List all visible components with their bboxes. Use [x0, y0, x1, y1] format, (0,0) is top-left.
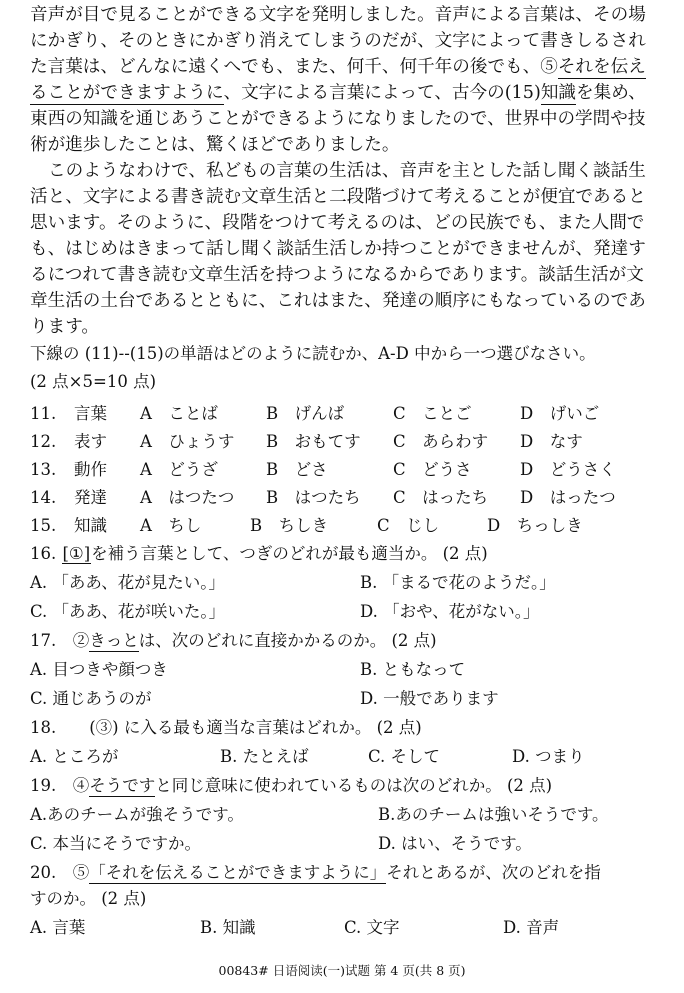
- passage-line-4-text-b: を集め、: [576, 83, 646, 103]
- question-number: 16.: [30, 544, 57, 563]
- question-19-stem: [30, 775, 552, 797]
- para2-line-2: 活と、文字による書き読む文章生活と二段階づけて考えることが便宜であると: [30, 187, 646, 207]
- circled-mark: ②: [72, 631, 90, 650]
- question-text: それとあるが、次のどれを指: [386, 863, 601, 882]
- question-number: 19.: [30, 776, 57, 795]
- option-c[interactable]: C あらわす: [393, 432, 489, 451]
- option-b[interactable]: B どさ: [266, 460, 328, 479]
- option-c[interactable]: C. 本当にそうですか。: [30, 834, 202, 853]
- option-a[interactable]: A ひょうす: [140, 432, 235, 451]
- option-b[interactable]: B おもてす: [266, 432, 361, 451]
- passage-line-2: にかぎり、そのときにかぎり消えてしまうのだが、文字によって書きしるされ: [30, 31, 646, 51]
- option-c[interactable]: C はったち: [393, 488, 489, 507]
- question-number: 14.: [30, 488, 57, 507]
- option-d[interactable]: D. 一般であります: [360, 689, 499, 708]
- para2-line-3: 思います。そのように、段階をつけて考えるのは、どの民族でも、また人間で: [30, 213, 645, 233]
- question-text: は、次のどれに直接かかるのか。 (2 点): [138, 631, 437, 650]
- option-c[interactable]: C ことご: [393, 404, 472, 423]
- option-b[interactable]: B はつたち: [266, 488, 361, 507]
- passage-line-1: 音声が目で見ることができる文字を発明しました。音声による言葉は、その場: [30, 5, 646, 25]
- option-b[interactable]: B. 知識: [200, 918, 256, 937]
- question-word: 発達: [74, 488, 107, 507]
- question-word: 動作: [74, 460, 107, 479]
- page-footer: 00843# 日语阅读(一)试题 第 4 页(共 8 页): [218, 963, 466, 978]
- passage-line-5: 東西の知識を通じあうことができるようになりましたので、世界中の学問や技: [30, 109, 646, 129]
- passage-line-3-text: た言葉は、どんなに遠くへでも、また、何千、何千年の後でも、⑤: [30, 57, 558, 77]
- instruction-text: 下線の (11)--(15)の単語はどのように読むか、A-D 中から一つ選びなさい。: [30, 344, 596, 363]
- question-number: 20.: [30, 863, 57, 882]
- question-20-stem-cont: すのか。 (2 点): [30, 889, 147, 908]
- option-b[interactable]: B. たとえば: [220, 747, 309, 766]
- option-a[interactable]: A. 「ああ、花が見たい。」: [30, 573, 225, 592]
- option-b[interactable]: B げんば: [266, 404, 345, 423]
- option-d[interactable]: D ちっしき: [487, 516, 583, 535]
- option-a[interactable]: A はつたつ: [140, 488, 235, 507]
- option-b[interactable]: B ちしき: [250, 516, 329, 535]
- underlined-phrase-5a: それを伝え: [557, 57, 646, 77]
- option-d[interactable]: D. 音声: [503, 918, 560, 937]
- option-d[interactable]: D どうさく: [520, 460, 616, 479]
- question-word: 言葉: [74, 404, 107, 423]
- para2-line-6: 章生活の土台であるとともに、これはまた、発達の順序にもなっているのであ: [30, 291, 646, 311]
- option-c[interactable]: C じし: [377, 516, 440, 535]
- option-d[interactable]: D げいご: [520, 404, 600, 423]
- question-17-stem: [30, 630, 437, 652]
- option-c[interactable]: C. そして: [368, 747, 441, 766]
- question-20-stem: [30, 862, 601, 884]
- option-a[interactable]: A.あのチームが強そうです。: [30, 805, 244, 824]
- question-number: 11.: [30, 404, 57, 423]
- blank-box-1: [①]: [62, 544, 91, 563]
- option-d[interactable]: D. はい、そうです。: [378, 834, 532, 853]
- passage-line-3: [30, 56, 660, 78]
- option-b[interactable]: B. ともなって: [360, 660, 466, 679]
- circled-mark: ④: [72, 776, 90, 795]
- option-d[interactable]: D. つまり: [512, 747, 585, 766]
- circled-mark: ⑤: [72, 863, 90, 882]
- option-a[interactable]: A. 言葉: [30, 918, 86, 937]
- option-a[interactable]: A. 目つきや顔つき: [30, 660, 168, 679]
- para2-line-4: も、はじめはきまって話し聞く談話生活しか持つことができませんが、発達す: [30, 239, 646, 259]
- question-word: 知識: [74, 516, 107, 535]
- underlined-word: そうです: [89, 776, 156, 795]
- question-number: 18.: [30, 718, 57, 737]
- option-c[interactable]: C. 通じあうのが: [30, 689, 152, 708]
- question-number: 13.: [30, 460, 57, 479]
- passage-line-4-text-a: 、文字による言葉によって、古今の(15): [223, 83, 541, 103]
- underlined-phrase: 「それを伝えることができますように」: [89, 863, 387, 882]
- question-text: を補う言葉として、つぎのどれが最も適当か。 (2 点): [91, 544, 488, 563]
- question-word: 表す: [74, 432, 107, 451]
- instruction-points: (2 点×5=10 点): [30, 372, 157, 391]
- passage-line-4: [30, 82, 660, 104]
- option-c[interactable]: C. 「ああ、花が咲いた。」: [30, 602, 226, 621]
- question-18-stem: [30, 717, 422, 739]
- question-text: (③) に入る最も適当な言葉はどれか。 (2 点): [89, 718, 422, 737]
- option-b[interactable]: B.あのチームは強いそうです。: [378, 805, 609, 824]
- option-d[interactable]: D. 「おや、花がない。」: [360, 602, 540, 621]
- option-c[interactable]: C どうさ: [393, 460, 472, 479]
- option-d[interactable]: D はったつ: [520, 488, 616, 507]
- option-b[interactable]: B. 「まるで花のようだ。」: [360, 573, 556, 592]
- para2-line-7: ります。: [30, 317, 99, 337]
- option-d[interactable]: D なす: [520, 432, 583, 451]
- question-number: 17.: [30, 631, 57, 650]
- option-c[interactable]: C. 文字: [344, 918, 400, 937]
- question-16-stem: [30, 543, 488, 565]
- question-number: 15.: [30, 516, 57, 535]
- option-a[interactable]: A どうざ: [140, 460, 218, 479]
- passage-line-6: 術が進歩したことは、驚くほどでありました。: [30, 135, 400, 155]
- question-text: と同じ意味に使われているものは次のどれか。 (2 点): [155, 776, 553, 795]
- option-a[interactable]: A. ところが: [30, 747, 119, 766]
- para2-line-1: このようなわけで、私どもの言葉の生活は、音声を主とした話し聞く談話生: [48, 161, 646, 181]
- option-a[interactable]: A ちし: [140, 516, 202, 535]
- underlined-word: きっと: [89, 631, 139, 650]
- underlined-phrase-5b: ることができますように: [30, 83, 224, 103]
- question-number: 12.: [30, 432, 57, 451]
- para2-line-5: るにつれて書き読む文章生活を持つようになるからであります。談話生活が文: [30, 265, 644, 285]
- option-a[interactable]: A ことば: [140, 404, 218, 423]
- underlined-word-15: 知識: [540, 83, 577, 103]
